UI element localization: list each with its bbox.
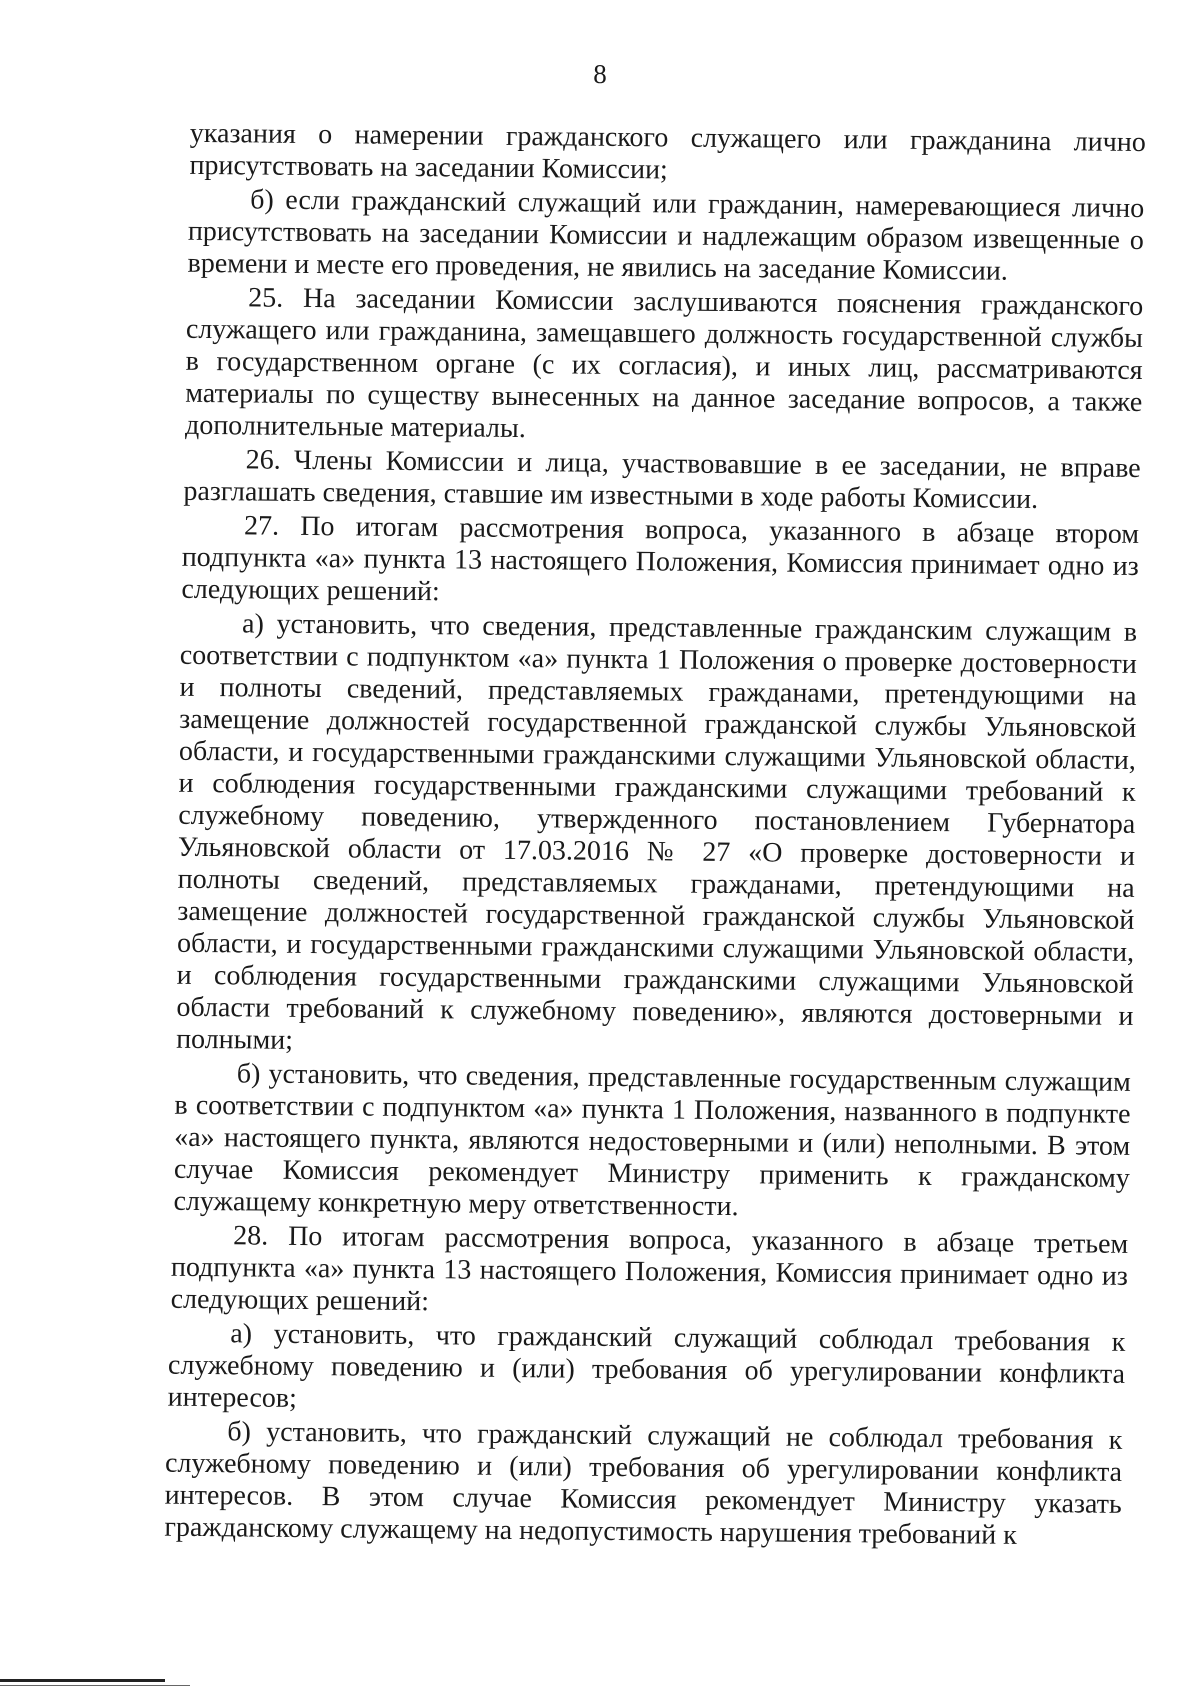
paragraph-27-a: а) установить, что сведения, представленные гражданским служащим в соответствии с подпунктом «а» пункта 1 Положения о проверке достоверности и полноты сведений, представляемых гражданами, претендующими на замещение должностей государственной гражданской службы Ульяновской области, и государственными гражданскими служащими Ульяновской области, и соблюдения государственными гражданскими служащими требований к служебному поведению, утвержденного постановлением Губернатора Ульяновской области от 17.03.2016 № 27 «О проверке достоверности и полноты сведений, представляемых гражданами, претендующими на замещение должностей государственной гражданской службы Ульяновской области, и государственными гражданскими служащими Ульяновской области, и соблюдения государственными гражданскими служащими Ульяновской области требований к служебному поведению», являются достоверными и полными; [175,608,1138,1056]
paragraph-subitem-b-absence: б) если гражданский служащий или гражданин, намеревающиеся лично присутствовать на заседании Комиссии и надлежащим образом извещенные о времени и месте его проведения, не явились на заседание Комиссии. [187,184,1145,287]
footer-divider [0,1679,165,1682]
paragraph-25: 25. На заседании Комиссии заслушиваются пояснения гражданского служащего или гражданина, замещавшего должность государственной службы в государственном органе (с их согласия), и иных лиц, рассматриваются материалы по существу вынесенных на данное заседание вопросов, а также дополнительные материалы. [184,282,1144,445]
paragraph-28-b: б) установить, что гражданский служащий не соблюдал требования к служебному поведению и (или) требования об урегулировании конфликта интересов. В этом случае Комиссия рекомендует Министру указать гражданскому служащему на недопустимость нарушения требований к [164,1416,1123,1551]
page-number: 8 [593,59,607,89]
footer-divider-thin [0,1685,190,1686]
paragraph-28: 28. По итогам рассмотрения вопроса, указанного в абзаце третьем подпункта «а» пункта 13 настоящего Положения, Комиссия принимает одно из следующих решений: [170,1220,1129,1318]
paragraph-continuation: указания о намерении гражданского служащего или гражданина лично присутствовать на заседании Комиссии; [189,117,1146,186]
paragraph-26: 26. Члены Комиссии и лица, участвовавшие в ее заседании, не вправе разглашать сведения, ставшие им известными в ходе работы Комиссии. [183,444,1141,515]
paragraph-27-b: б) установить, что сведения, представленные государственным служащим в соответствии с подпунктом «а» пункта 1 Положения, названного в подпункте «а» настоящего пункта, являются недостоверными и (или) неполными. В этом случае Комиссия рекомендует Министру применить к гражданскому служащему конкретную меру ответственности. [173,1058,1131,1223]
paragraph-28-a: а) установить, что гражданский служащий соблюдал требования к служебному поведению и (или) требования об урегулировании конфликта интересов; [167,1318,1126,1414]
paragraph-27: 27. По итогам рассмотрения вопроса, указанного в абзаце втором подпункта «а» пункта 13 настоящего Положения, Комиссия принимает одно из следующих решений: [181,510,1140,608]
document-body [0,116,1200,1647]
